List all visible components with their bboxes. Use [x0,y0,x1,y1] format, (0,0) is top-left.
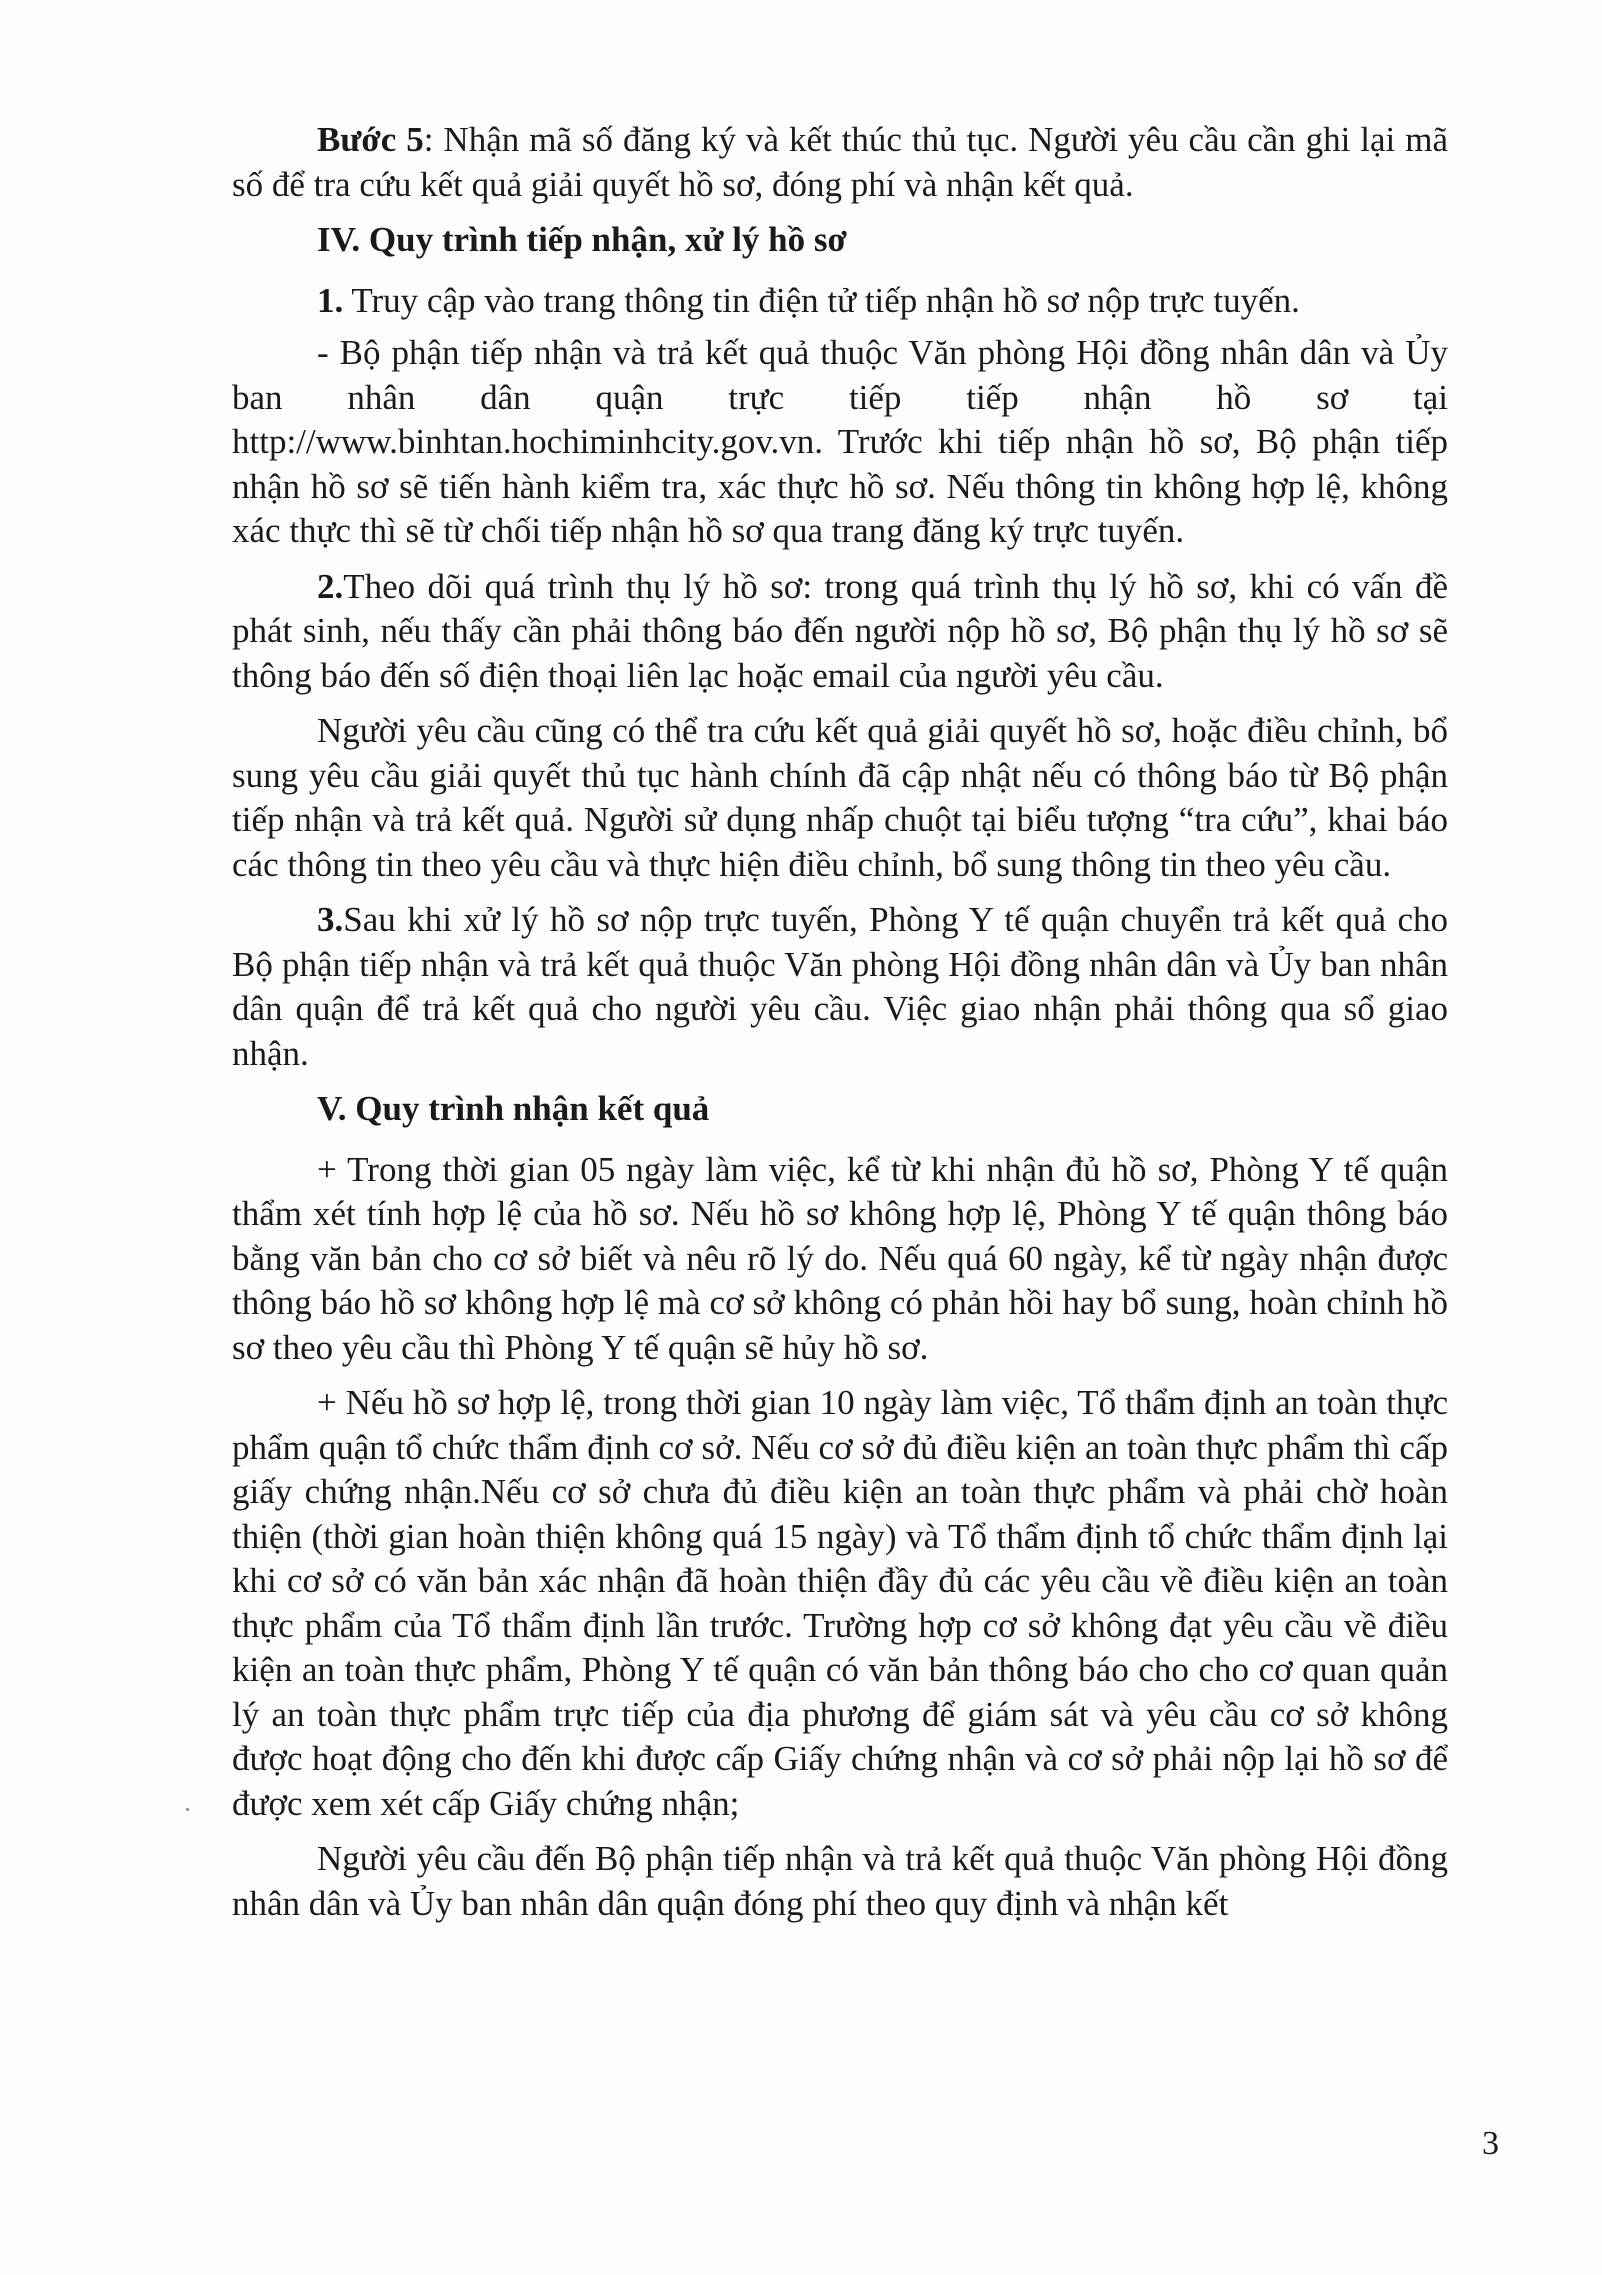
paragraph-v-3: Người yêu cầu đến Bộ phận tiếp nhận và trả kết quả thuộc Văn phòng Hội đồng nhân dân và Ủy ban nhân dân quận đóng phí theo quy định và nhận kết [232,1839,1448,1923]
paragraph-v-1: + Trong thời gian 05 ngày làm việc, kể từ khi nhận đủ hồ sơ, Phòng Y tế quận thẩm xét tính hợp lệ của hồ sơ. Nếu hồ sơ không hợp lệ, Phòng Y tế quận thông báo bằng văn bản cho cơ sở biết và nêu rõ lý do. Nếu quá 60 ngày, kể từ ngày nhận được thông báo hồ sơ không hợp lệ mà cơ sở không có phản hồi hay bổ sung, hoàn chỉnh hồ sơ theo yêu cầu thì Phòng Y tế quận sẽ hủy hồ sơ. [232,1149,1448,1367]
paragraph-1-detail: - Bộ phận tiếp nhận và trả kết quả thuộc Văn phòng Hội đồng nhân dân và Ủy ban nhân dân quận trực tiếp tiếp nhận hồ sơ tại http://www.binhtan.hochiminhcity.gov.vn. Trước khi tiếp nhận hồ sơ, Bộ phận tiếp nhận hồ sơ sẽ tiến hành kiểm tra, xác thực hồ sơ. Nếu thông tin không hợp lệ, không xác thực thì sẽ từ chối tiếp nhận hồ sơ qua trang đăng ký trực tuyến. [232,333,1448,550]
paragraph-2 [232,565,1448,699]
paragraph-3 [232,898,1448,1076]
paragraph-1-label: 1. [317,280,344,320]
step-5-label: Bước 5 [317,120,424,159]
paragraph-3-label: 3. [317,900,344,939]
paragraph-1-text: Truy cập vào trang thông tin điện tử tiếp nhận hồ sơ nộp trực tuyến. [343,280,1300,320]
step-5-text: : Nhận mã số đăng ký và kết thúc thủ tục. Người yêu cầu cần ghi lại mã số để tra cứu kết quả giải quyết hồ sơ, đóng phí và nhận kết quả. [232,120,1448,204]
paragraph-2-label: 2. [317,566,344,606]
paragraph-step-5 [232,118,1448,207]
paragraph-1 [232,279,1448,324]
section-heading-v: V. Quy trình nhận kết quả [317,1089,710,1128]
paragraph-v-2: + Nếu hồ sơ hợp lệ, trong thời gian 10 ngày làm việc, Tổ thẩm định an toàn thực phẩm quận tổ chức thẩm định cơ sở. Nếu cơ sở đủ điều kiện an toàn thực phẩm thì cấp giấy chứng nhận.Nếu cơ sở chưa đủ điều kiện an toàn thực phẩm và phải chờ hoàn thiện (thời gian hoàn thiện không quá 15 ngày) và Tổ thẩm định tổ chức thẩm định lại khi cơ sở có văn bản xác nhận đã hoàn thiện đầy đủ các yêu cầu về điều kiện an toàn thực phẩm của Tổ thẩm định lần trước. Trường hợp cơ sở không đạt yêu cầu về điều kiện an toàn thực phẩm, Phòng Y tế quận có văn bản thông báo cho cho cơ quan quản lý an toàn thực phẩm trực tiếp của địa phương để giám sát và yêu cầu cơ sở không được hoạt động cho đến khi được cấp Giấy chứng nhận và cơ sở phải nộp lại hồ sơ để được xem xét cấp Giấy chứng nhận; [232,1383,1448,1823]
section-heading-iv: IV. Quy trình tiếp nhận, xử lý hồ sơ [317,220,847,259]
scan-speck [186,1808,189,1811]
paragraph-3-text: Sau khi xử lý hồ sơ nộp trực tuyến, Phòng Y tế quận chuyển trả kết quả cho Bộ phận tiếp nhận và trả kết quả thuộc Văn phòng Hội đồng nhân dân và Ủy ban nhân dân quận để trả kết quả cho người yêu cầu. Việc giao nhận phải thông qua sổ giao nhận. [232,900,1448,1073]
page-number: 3 [1482,2125,1499,2162]
document-body [232,118,1448,1937]
paragraph-2-detail: Người yêu cầu cũng có thể tra cứu kết quả giải quyết hồ sơ, hoặc điều chỉnh, bổ sung yêu cầu giải quyết thủ tục hành chính đã cập nhật nếu có thông báo từ Bộ phận tiếp nhận và trả kết quả. Người sử dụng nhấp chuột tại biểu tượng “tra cứu”, khai báo các thông tin theo yêu cầu và thực hiện điều chỉnh, bổ sung thông tin theo yêu cầu. [232,711,1448,884]
paragraph-2-text: Theo dõi quá trình thụ lý hồ sơ: trong quá trình thụ lý hồ sơ, khi có vấn đề phát sinh, nếu thấy cần phải thông báo đến người nộp hồ sơ, Bộ phận thụ lý hồ sơ sẽ thông báo đến số điện thoại liên lạc hoặc email của người yêu cầu. [232,566,1448,695]
